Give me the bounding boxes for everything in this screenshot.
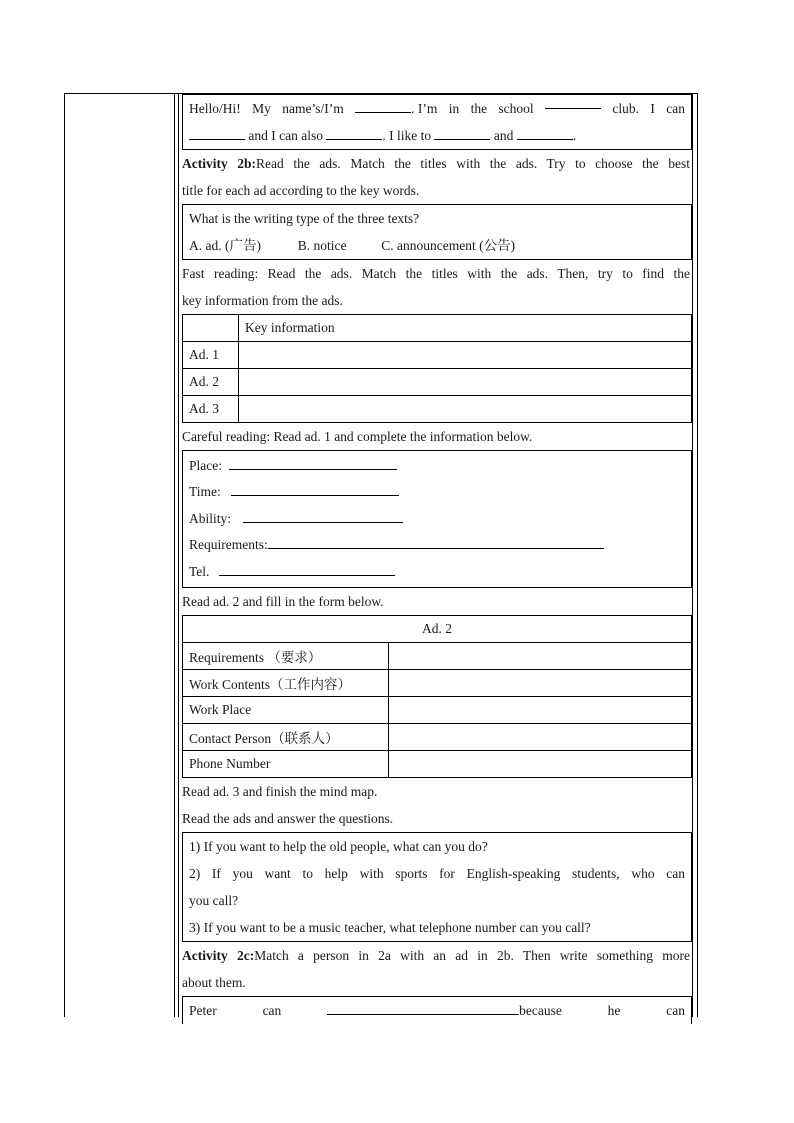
time-field: Time:	[183, 479, 691, 505]
blank[interactable]	[545, 95, 601, 109]
ad2-answer-cell[interactable]	[389, 642, 692, 669]
activity-2c-line-2: about them.	[182, 974, 246, 990]
place-field: Place:	[183, 453, 691, 479]
key-information-header: Key information	[239, 315, 692, 342]
ability-field: Ability:	[183, 506, 691, 532]
writing-type-options: A. ad. (广告) B. notice C. announcement (公告)	[189, 238, 516, 253]
key-information-cell[interactable]	[239, 396, 692, 423]
hello-line-2: and I can also . I like to and .	[183, 122, 691, 149]
blank[interactable]	[355, 99, 411, 113]
ad2-table	[182, 615, 692, 778]
ad2-intro: Read ad. 2 and fill in the form below.	[182, 593, 384, 609]
peter-line: Peter can because he can	[189, 1002, 685, 1018]
table-row: Contact Person（联系人）	[183, 723, 692, 750]
table-row	[183, 315, 692, 342]
fast-reading-line-1: Fast reading: Read the ads. Match the titles with the ads. Then, try to find the	[182, 266, 690, 281]
ad2-answer-cell[interactable]	[389, 723, 692, 750]
hello-box	[182, 94, 692, 150]
tel-field: Tel.	[183, 559, 691, 585]
questions-intro: Read the ads and answer the questions.	[182, 810, 394, 826]
table-row: Ad. 1	[183, 342, 692, 369]
table-row: Phone Number	[183, 750, 692, 777]
blank[interactable]	[517, 126, 573, 140]
fast-reading-line-2: key information from the ads.	[182, 293, 343, 308]
blank[interactable]	[434, 126, 490, 140]
question-2-line-1: 2) If you want to help with sports for English-speaking students, who can	[189, 865, 685, 881]
ad2-answer-cell[interactable]	[389, 696, 692, 723]
content-column	[178, 94, 693, 1017]
key-information-cell[interactable]	[239, 342, 692, 369]
writing-type-question: What is the writing type of the three texts?	[189, 211, 420, 226]
table-row: Work Place	[183, 696, 692, 723]
peter-box	[182, 996, 692, 1024]
activity-2b-line-1: Activity 2b:Read the ads. Match the titles with the ads. Try to choose the best	[182, 156, 690, 171]
blank[interactable]	[326, 126, 382, 140]
worksheet-table	[64, 93, 698, 1017]
requirements-blank[interactable]	[268, 535, 604, 549]
activity-2c-line-1: Activity 2c:Match a person in 2a with an ad in 2b. Then write something more	[182, 947, 690, 963]
ad2-title: Ad. 2	[183, 615, 692, 642]
table-row: Requirements （要求）	[183, 642, 692, 669]
table-row: Ad. 2	[183, 369, 692, 396]
writing-type-box	[182, 204, 692, 260]
time-blank[interactable]	[231, 482, 399, 496]
ad2-answer-cell[interactable]	[389, 750, 692, 777]
peter-blank[interactable]	[327, 1001, 519, 1015]
key-information-table	[182, 314, 692, 423]
blank[interactable]	[189, 126, 245, 140]
key-information-cell[interactable]	[239, 369, 692, 396]
activity-2b-line-2: title for each ad according to the key words.	[182, 183, 420, 198]
requirements-field: Requirements:	[183, 532, 691, 558]
careful-reading-box	[182, 450, 692, 588]
questions-box	[182, 832, 692, 942]
question-3: 3) If you want to be a music teacher, what telephone number can you call?	[189, 919, 591, 935]
table-row: Work Contents（工作内容）	[183, 669, 692, 696]
question-2-line-2: you call?	[189, 892, 239, 908]
ability-blank[interactable]	[243, 509, 403, 523]
tel-blank[interactable]	[219, 562, 395, 576]
ad2-answer-cell[interactable]	[389, 669, 692, 696]
ad3-line: Read ad. 3 and finish the mind map.	[182, 783, 378, 799]
hello-line-1: Hello/Hi! My name’s/I’m . I’m in the school club. I can	[183, 95, 691, 122]
careful-reading-intro: Careful reading: Read ad. 1 and complete the information below.	[182, 429, 533, 444]
place-blank[interactable]	[229, 456, 397, 470]
table-row	[183, 615, 692, 642]
left-column	[65, 94, 175, 1017]
question-1: 1) If you want to help the old people, what can you do?	[189, 838, 488, 854]
table-row: Ad. 3	[183, 396, 692, 423]
